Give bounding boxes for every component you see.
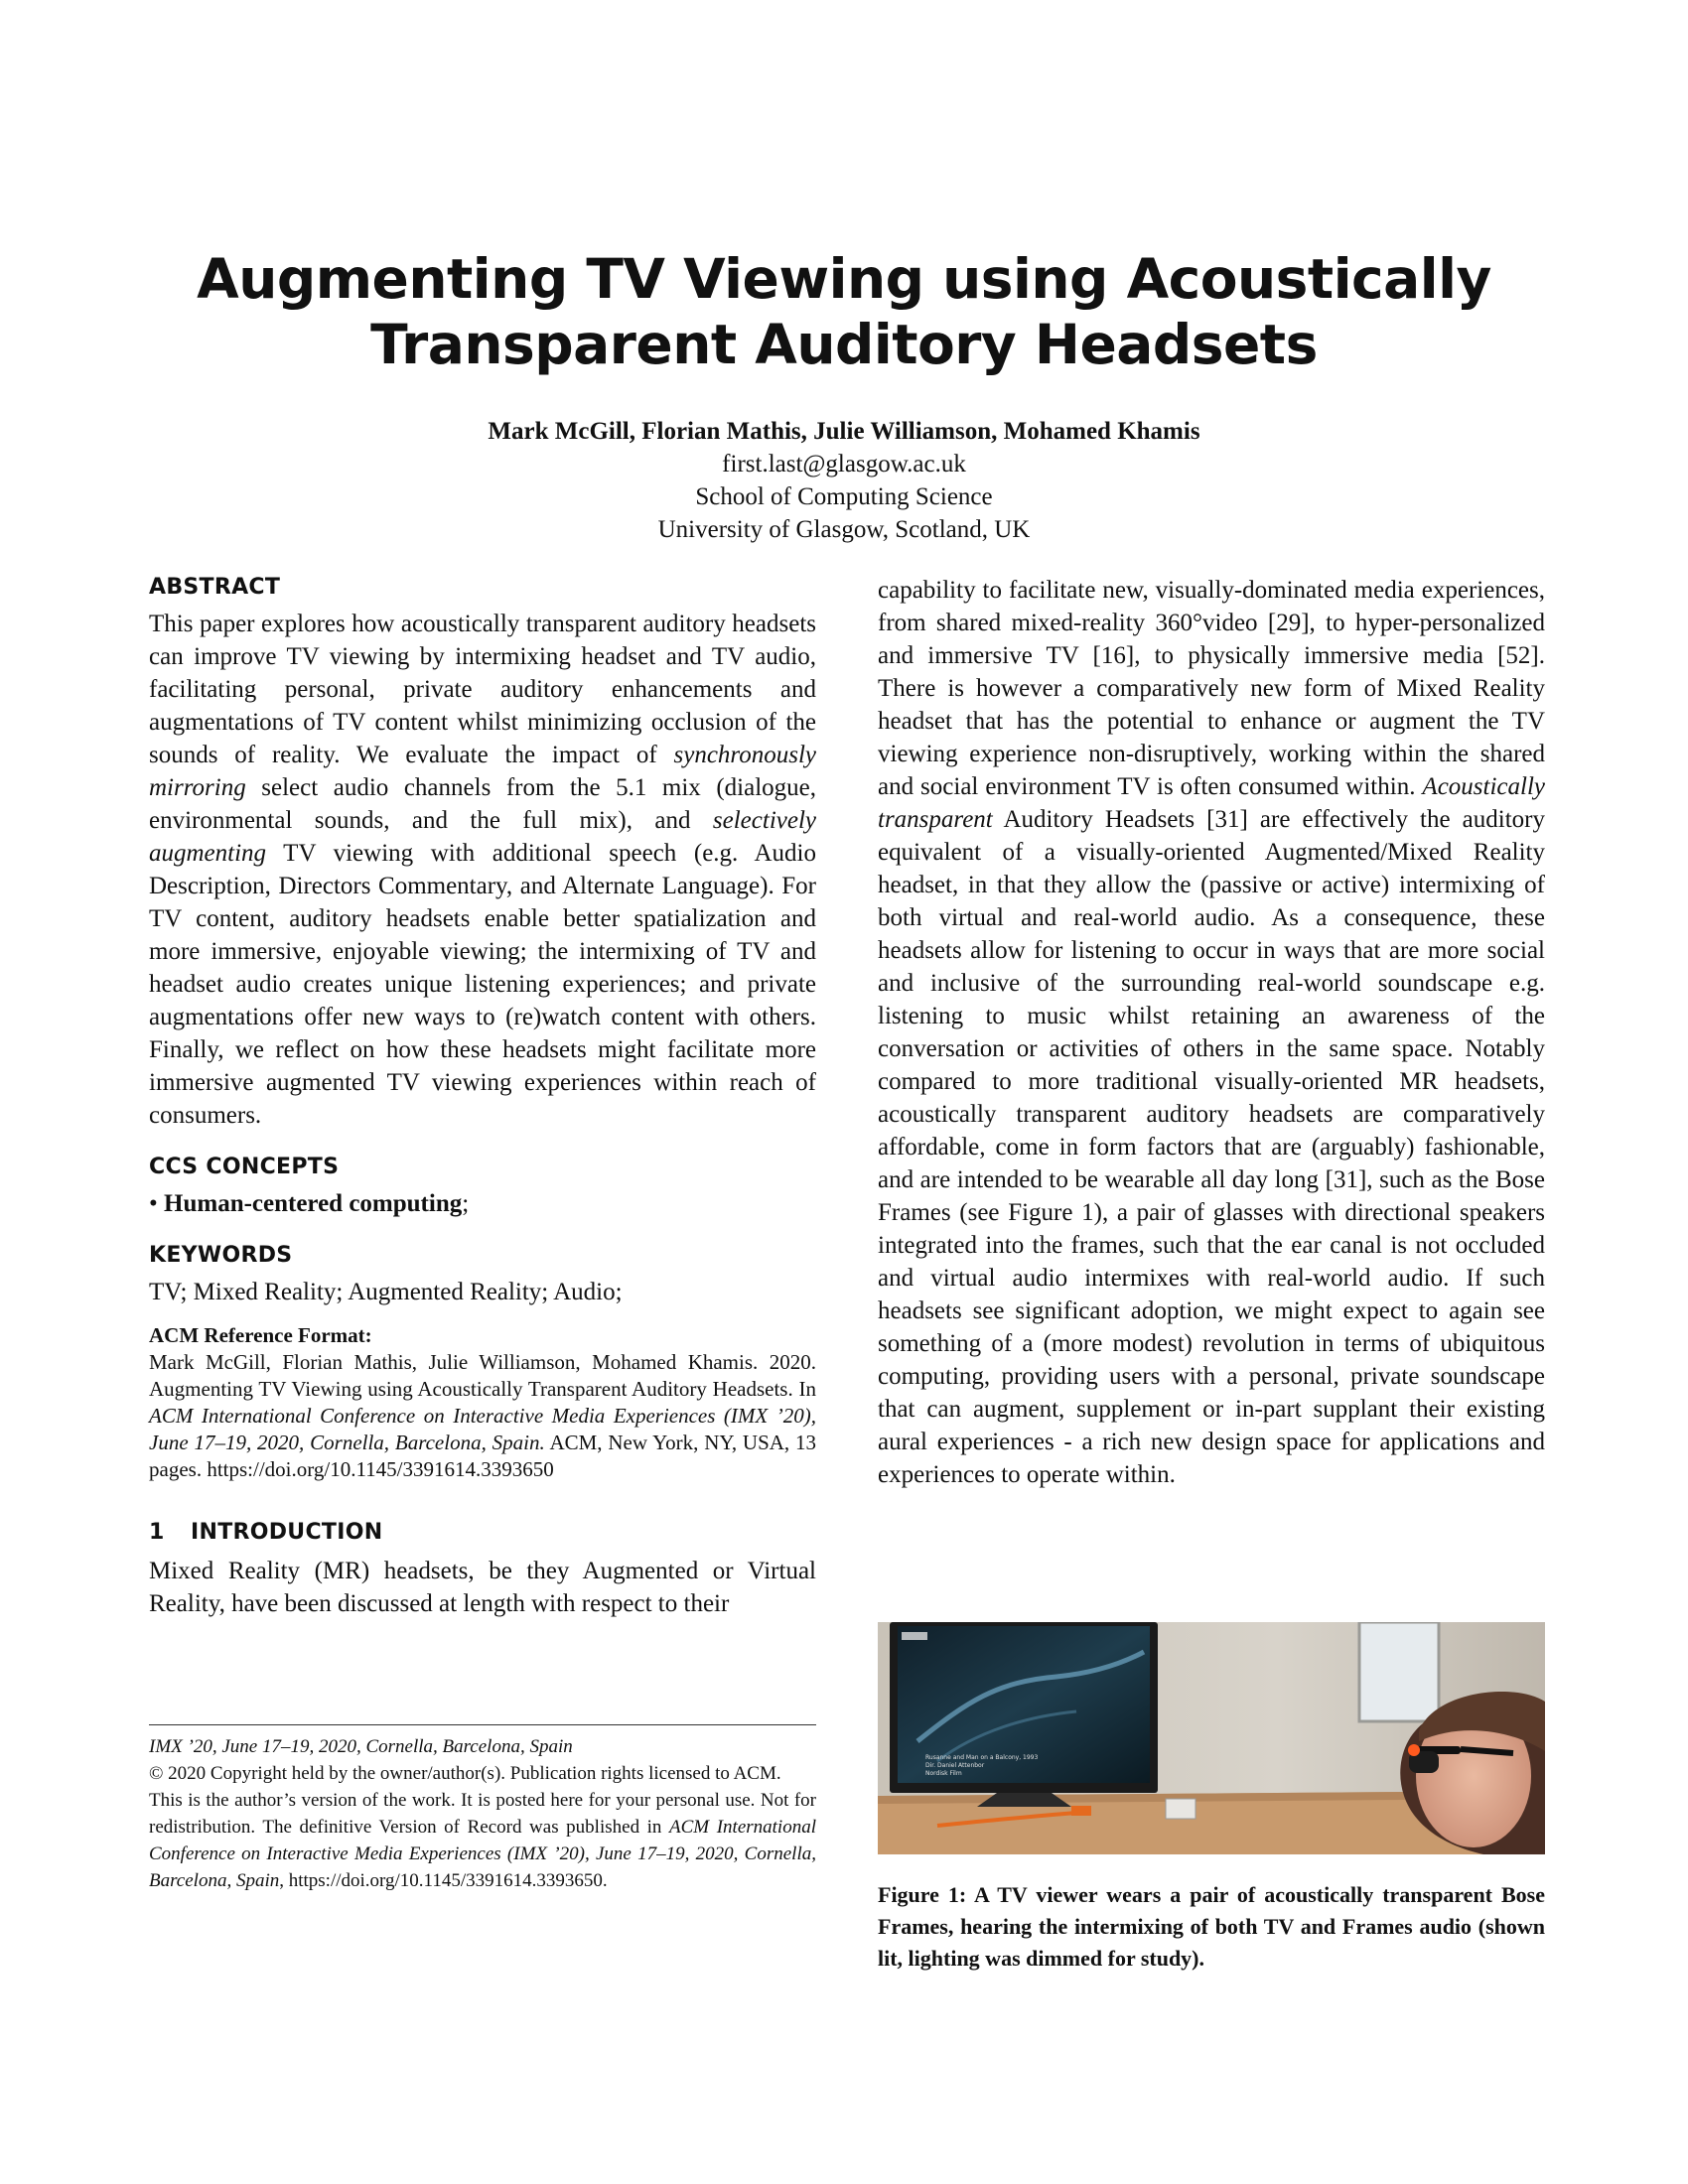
footnote-venue: IMX ’20, June 17–19, 2020, Cornella, Barcelona, Spain — [149, 1736, 573, 1757]
title-line-2: Transparent Auditory Headsets — [370, 313, 1318, 376]
svg-text:Dir. Daniel Attenbor: Dir. Daniel Attenbor — [925, 1762, 985, 1769]
footnote-notice: This is the author’s version of the work. It is posted here for your personal use. Not for redistribution. The definitive Version of Record was published in ACM International Conference on Interactive Media Experiences (IMX ’20), June 17–19, 2020, Cornella, Barcelona, Spain, https://doi.org/10.1145/3391614.3393650. — [149, 1790, 816, 1891]
acm-ref-text: Mark McGill, Florian Mathis, Julie Williamson, Mohamed Khamis. 2020. Augmenting TV Viewing using Acoustically Transparent Auditory Headsets. In ACM International Conference on Interactive Media Experiences (IMX ’20), June 17–19, 2020, Cornella, Barcelona, Spain. ACM, New York, NY, USA, 13 pages. https://doi.org/10.1145/3391614.3393650 — [149, 1350, 817, 1481]
keywords-text: TV; Mixed Reality; Augmented Reality; Audio; — [149, 1279, 623, 1305]
author-university: University of Glasgow, Scotland, UK — [657, 516, 1031, 543]
acm-ref-heading: ACM Reference Format: — [149, 1323, 372, 1347]
author-names: Mark McGill, Florian Mathis, Julie Williamson, Mohamed Khamis — [488, 418, 1200, 445]
intro-heading: 1 INTRODUCTION — [149, 1520, 383, 1545]
intro-continued-text: capability to facilitate new, visually-dominated media experiences, from shared mixed-reality 360°video [29], to hyper-personalized and immersive TV [16], to physically immersive media [52]. There is however a comparatively new form of Mixed Reality headset that has the potential to enhance or augment the TV viewing experience non-disruptively, working within the shared and social environment TV is often consumed within. Acoustically transparent Auditory Headsets [31] are effectively the auditory equivalent of a visually-oriented Augmented/Mixed Reality headset, in that they allow the (passive or active) intermixing of both virtual and real-world audio. As a consequence, these headsets allow for listening to occur in ways that are more social and inclusive of the surrounding real-world soundscape e.g. listening to music whilst retaining an awareness of the conversation or activities of others in the same space. Notably compared to more traditional visually-oriented MR headsets, acoustically transparent auditory headsets are comparatively affordable, come in form factors that are (arguably) fashionable, and are intended to be wearable all day long [31], such as the Bose Frames (see Figure 1), a pair of glasses with directional speakers integrated into the frames, such that the ear canal is not occluded and virtual audio intermixes with real-world audio. If such headsets see significant adoption, we might expect to again see something of a (more modest) revolution in terms of ubiquitous computing, providing users with a personal, private soundscape that can augment, supplement or in-part supplant their existing aural experiences - a rich new design space for applications and experiences to operate within. — [878, 577, 1545, 1488]
title-line-1: Augmenting TV Viewing using Acoustically — [197, 247, 1491, 311]
abstract-text: This paper explores how acoustically transparent auditory headsets can improve TV viewing by intermixing headset and TV audio, facilitating personal, private auditory enhancements and augmentations of TV content whilst minimizing occlusion of the sounds of reality. We evaluate the impact of synchronously mirroring select audio channels from the 5.1 mix (dialogue, environmental sounds, and the full mix), and selectively augmenting TV viewing with additional speech (e.g. Audio Description, Directors Commentary, and Alternate Language). For TV content, auditory headsets enable better spatialization and more immersive, enjoyable viewing; the intermixing of TV and headset audio creates unique listening experiences; and private augmentations offer new ways to (re)watch content with others. Finally, we reflect on how these headsets might facilitate more immersive augmented TV viewing experiences within reach of consumers. — [149, 611, 816, 1129]
svg-text:Nordisk Film: Nordisk Film — [925, 1770, 962, 1777]
author-block — [248, 415, 1440, 546]
author-email: first.last@glasgow.ac.uk — [722, 451, 966, 478]
figure-1-caption: Figure 1: A TV viewer wears a pair of acoustically transparent Bose Frames, hearing the intermixing of both TV and Frames audio (shown lit, lighting was dimmed for study). — [878, 1882, 1545, 1971]
figure-1-photo — [878, 1622, 1545, 1854]
keywords-heading: KEYWORDS — [149, 1243, 293, 1268]
ccs-heading: CCS CONCEPTS — [149, 1155, 340, 1179]
abstract-heading: ABSTRACT — [149, 575, 281, 600]
ccs-concepts: • Human-centered computing; — [149, 1190, 470, 1217]
right-column — [878, 574, 1545, 1491]
tv-credits: Rusanne and Man on a Balcony, 1993 — [925, 1754, 1039, 1761]
left-column — [149, 574, 816, 1620]
author-department: School of Computing Science — [695, 483, 993, 510]
footnote-copyright: © 2020 Copyright held by the owner/author(s). Publication rights licensed to ACM. — [149, 1763, 781, 1784]
footnote — [149, 1724, 816, 1894]
intro-text: Mixed Reality (MR) headsets, be they Augmented or Virtual Reality, have been discussed at length with respect to their — [149, 1558, 816, 1617]
paper-title — [149, 246, 1539, 377]
